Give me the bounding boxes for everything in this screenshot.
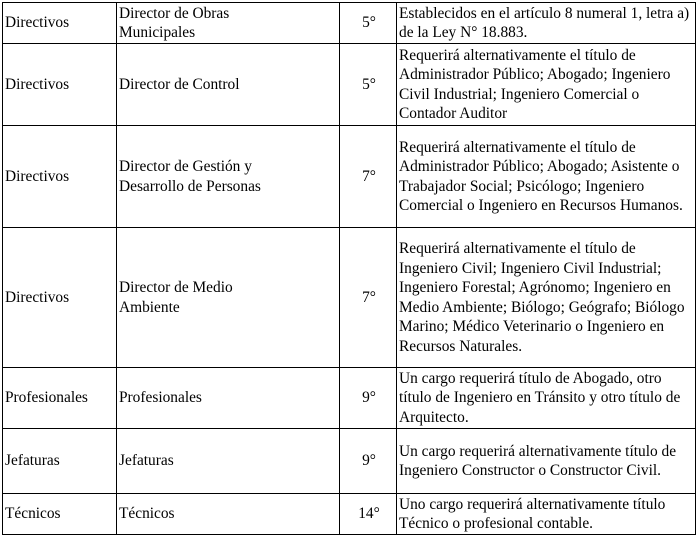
cargo-text: Técnicos xyxy=(119,505,175,523)
requisito-cell xyxy=(397,494,696,535)
cargo-cell xyxy=(117,44,340,126)
estamento-cell xyxy=(3,44,117,126)
requisito-text: Requerirá alternativamente el título de Ingeniero Civil; Ingeniero Civil Industrial; Ingeniero Forestal; Agrónomo; Ingeniero en Medio Ambiente; Biólogo; Geógrafo; Biólogo Marino; Médico Veterinario o Ingeniero en Recursos Naturales. xyxy=(399,240,685,355)
requisito-cell xyxy=(397,44,696,126)
requisito-cell xyxy=(397,429,696,494)
requisito-text: Un cargo requerirá alternativamente título de Ingeniero Constructor o Constructor Civil. xyxy=(399,442,677,479)
cargo-text: Profesionales xyxy=(119,389,202,407)
cargo-cell xyxy=(117,368,340,429)
grado-cell xyxy=(340,494,397,535)
requisito-text: Requerirá alternativamente el título de Administrador Público; Abogado; Asistente o Trabajador Social; Psicólogo; Ingeniero Comercial o Ingeniero en Recursos Humanos. xyxy=(399,138,683,214)
table-row xyxy=(3,368,696,429)
requisito-cell xyxy=(397,228,696,368)
estamento-text: Directivos xyxy=(5,75,70,93)
table-row xyxy=(3,494,696,535)
cargo-text: Director de Medio Ambiente xyxy=(119,279,233,316)
grado-cell xyxy=(340,126,397,228)
table-row xyxy=(3,126,696,228)
estamento-text: Técnicos xyxy=(5,505,61,523)
requisito-cell xyxy=(397,368,696,429)
estamento-text: Jefaturas xyxy=(5,452,60,470)
estamento-text: Profesionales xyxy=(5,389,88,407)
table-row xyxy=(3,429,696,494)
grado-cell xyxy=(340,44,397,126)
estamento-cell xyxy=(3,368,117,429)
table-row xyxy=(3,3,696,44)
grado-cell xyxy=(340,368,397,429)
grado-cell xyxy=(340,3,397,44)
cargo-cell xyxy=(117,429,340,494)
estamento-cell xyxy=(3,228,117,368)
cargo-text: Director de Gestión y Desarrollo de Personas xyxy=(119,158,261,195)
requisito-text: Uno cargo requerirá alternativamente título Técnico o profesional contable. xyxy=(399,495,666,532)
cargo-cell xyxy=(117,228,340,368)
requisito-text: Un cargo requerirá título de Abogado, otro título de Ingeniero en Tránsito y otro título de Arquitecto. xyxy=(399,369,681,426)
requisito-text: Establecidos en el artículo 8 numeral 1, letra a) de la Ley N° 18.883. xyxy=(399,4,690,41)
grado-text: 9° xyxy=(362,389,376,407)
grado-text: 5° xyxy=(362,14,376,32)
grado-text: 9° xyxy=(362,452,376,470)
requisito-cell xyxy=(397,126,696,228)
table-row xyxy=(3,228,696,368)
table-row xyxy=(3,44,696,126)
positions-table xyxy=(2,2,696,535)
grado-text: 7° xyxy=(362,167,376,185)
cargo-text: Director de Obras Municipales xyxy=(119,4,230,41)
estamento-text: Directivos xyxy=(5,167,70,185)
estamento-cell xyxy=(3,429,117,494)
grado-cell xyxy=(340,429,397,494)
estamento-text: Directivos xyxy=(5,14,70,32)
estamento-cell xyxy=(3,494,117,535)
cargo-text: Director de Control xyxy=(119,75,240,93)
cargo-cell xyxy=(117,494,340,535)
cargo-text: Jefaturas xyxy=(119,452,174,470)
grado-text: 14° xyxy=(358,505,380,523)
estamento-cell xyxy=(3,3,117,44)
requisito-text: Requerirá alternativamente el título de Administrador Público; Abogado; Ingeniero Civil Industrial; Ingeniero Comercial o Contador Auditor xyxy=(399,46,671,122)
estamento-text: Directivos xyxy=(5,288,70,306)
grado-cell xyxy=(340,228,397,368)
estamento-cell xyxy=(3,126,117,228)
cargo-cell xyxy=(117,3,340,44)
grado-text: 7° xyxy=(362,288,376,306)
requisito-cell xyxy=(397,3,696,44)
cargo-cell xyxy=(117,126,340,228)
grado-text: 5° xyxy=(362,75,376,93)
